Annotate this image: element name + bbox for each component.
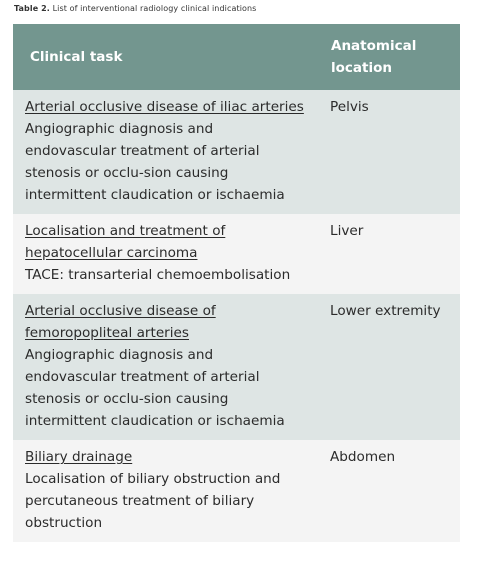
table-header: [13, 24, 460, 90]
table-row: [13, 214, 460, 294]
task-cell: [13, 294, 315, 440]
table-row: [13, 90, 460, 214]
task-cell: [13, 214, 315, 294]
indications-table: [13, 24, 460, 542]
table-caption: [14, 4, 256, 13]
task-description: Angiographic diagnosis and endovascular treatment of arterial stenosis or occlu-sion causing intermittent claudication or ischaemia: [25, 347, 285, 429]
table-caption-label: Table 2.: [14, 4, 50, 13]
location-cell: Abdomen: [315, 440, 460, 542]
task-cell: [13, 440, 315, 542]
task-description: Angiographic diagnosis and endovascular treatment of arterial stenosis or occlu-sion causing intermittent claudication or ischaemia: [25, 121, 285, 203]
task-title: Arterial occlusive disease of iliac arteries: [25, 99, 304, 115]
task-title: Arterial occlusive disease of femoropopliteal arteries: [25, 303, 216, 341]
header-row: [13, 24, 460, 90]
task-title: Biliary drainage: [25, 449, 133, 465]
table-caption-text: List of interventional radiology clinical indications: [49, 4, 257, 13]
header-anatomical-location: Anatomical location: [315, 24, 460, 90]
location-cell: Pelvis: [315, 90, 460, 214]
table-row: [13, 294, 460, 440]
table-body: [13, 90, 460, 542]
table-row: [13, 440, 460, 542]
task-description: Localisation of biliary obstruction and percutaneous treatment of biliary obstruction: [25, 471, 281, 531]
task-title: Localisation and treatment of hepatocellular carcinoma: [25, 223, 226, 261]
header-clinical-task: Clinical task: [13, 24, 315, 90]
location-cell: Lower extremity: [315, 294, 460, 440]
task-cell: [13, 90, 315, 214]
location-cell: Liver: [315, 214, 460, 294]
task-description: TACE: transarterial chemoembolisation: [25, 267, 291, 283]
